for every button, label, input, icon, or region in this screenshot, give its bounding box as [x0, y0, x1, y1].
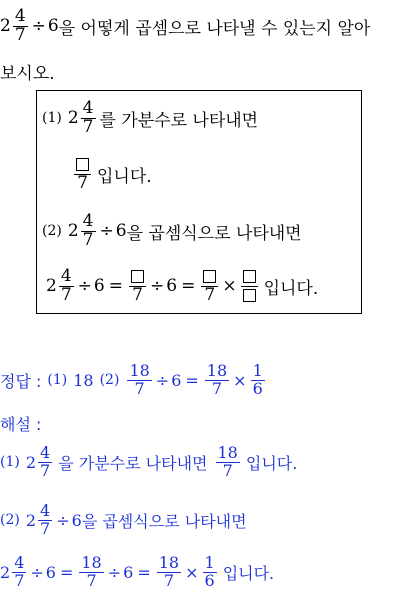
divisor: 6 [71, 510, 82, 530]
item-label: (1) [0, 454, 20, 470]
explanation-text: 을 곱셈식으로 나타내면 [81, 511, 247, 531]
divide-sign: ÷ [99, 221, 114, 241]
problem-line-1 [0, 0, 370, 52]
mixed-whole: 2 [25, 452, 37, 472]
blank-box [243, 289, 256, 302]
fraction: $\frac{1}{6}$ [252, 360, 263, 398]
explanation-line-3 [0, 546, 274, 598]
mixed-whole: 2 [67, 221, 79, 241]
fraction: $\frac{1}{6}$ [204, 552, 215, 590]
six: 6 [123, 562, 134, 582]
fraction: $\frac{4}{7}$ [60, 265, 72, 305]
equals-sign: = [108, 276, 123, 296]
times-sign: × [185, 562, 199, 582]
item-text: 입니다. [263, 278, 319, 299]
explanation-text: 입니다. [222, 563, 275, 583]
blank-box [203, 270, 216, 283]
six: 6 [171, 370, 182, 390]
fraction: $\frac{4}{7}$ [82, 210, 94, 250]
mixed-whole: 2 [25, 510, 37, 530]
divide-sign: ÷ [30, 562, 44, 582]
divide-sign: ÷ [31, 16, 46, 36]
fraction: $\frac{18}{7}$ [129, 360, 150, 398]
item-text: 입니다. [97, 166, 152, 187]
box-item-2-equation [46, 260, 318, 312]
item-text: 를 가분수로 나타내면 [99, 110, 259, 131]
box-item-1-result [72, 148, 152, 200]
answer-line [0, 354, 267, 406]
fraction: $\frac{4}{7}$ [40, 500, 51, 538]
item-label: (2) [0, 512, 20, 528]
mixed-whole: 2 [46, 276, 57, 296]
equals-sign: = [185, 370, 199, 390]
fraction: $\frac{4}{7}$ [40, 442, 51, 480]
divisor: 6 [115, 221, 127, 241]
six: 6 [93, 276, 105, 296]
fraction: $\frac{4}{7}$ [14, 5, 26, 45]
divide-sign: ÷ [56, 510, 70, 530]
divide-sign: ÷ [107, 562, 122, 582]
mixed-whole: 2 [0, 562, 11, 582]
answer-value: 18 [73, 370, 94, 390]
equals-sign: = [181, 276, 196, 296]
fraction: $\frac{18}{7}$ [158, 552, 180, 590]
box-item-2 [42, 205, 302, 257]
six: 6 [45, 562, 56, 582]
item-label: (2) [42, 223, 62, 239]
fraction: $\frac{4}{7}$ [14, 552, 25, 590]
blank-box [243, 270, 256, 283]
mixed-whole: 2 [0, 16, 11, 36]
times-sign: × [233, 370, 247, 390]
blank-box [76, 158, 89, 171]
fraction: $\frac{18}{7}$ [81, 552, 102, 590]
divide-sign: ÷ [149, 276, 165, 296]
explanation-line-2 [0, 494, 247, 546]
blank-box [131, 270, 144, 283]
times-sign: × [222, 276, 237, 296]
six: 6 [166, 276, 178, 296]
fraction-blank: 7 [129, 268, 146, 305]
answer-label: 정답 : [0, 371, 42, 391]
item-label: (1) [42, 110, 62, 126]
box-item-1 [42, 92, 258, 144]
fraction: $\frac{18}{7}$ [206, 360, 228, 398]
mixed-whole: 2 [67, 108, 79, 128]
equals-sign: = [137, 562, 151, 582]
explanation-line-1 [0, 436, 297, 488]
fraction-blank: 7 [201, 268, 218, 305]
explanation-text: 을 가분수로 나타내면 [58, 453, 208, 473]
fraction-blank: 7 [74, 156, 91, 193]
explanation-label-line [0, 410, 41, 436]
divide-sign: ÷ [77, 276, 92, 296]
fraction: $\frac{18}{7}$ [217, 442, 238, 480]
fraction: $\frac{4}{7}$ [82, 97, 94, 137]
fraction-blank [241, 268, 258, 305]
divide-sign: ÷ [155, 370, 170, 390]
explanation-label: 해설 : [0, 414, 42, 434]
problem-text-2: 보시오. [0, 63, 55, 84]
item-text: 을 곱셈식으로 나타내면 [126, 223, 302, 244]
problem-text: 을 어떻게 곱셈으로 나타낼 수 있는지 알아 [58, 18, 371, 39]
divisor: 6 [47, 16, 59, 36]
problem-line-2 [0, 58, 55, 84]
equals-sign: = [59, 562, 74, 582]
answer-part-label: (2) [99, 372, 120, 388]
explanation-text: 입니다. [245, 453, 298, 473]
answer-part-label: (1) [47, 372, 68, 388]
